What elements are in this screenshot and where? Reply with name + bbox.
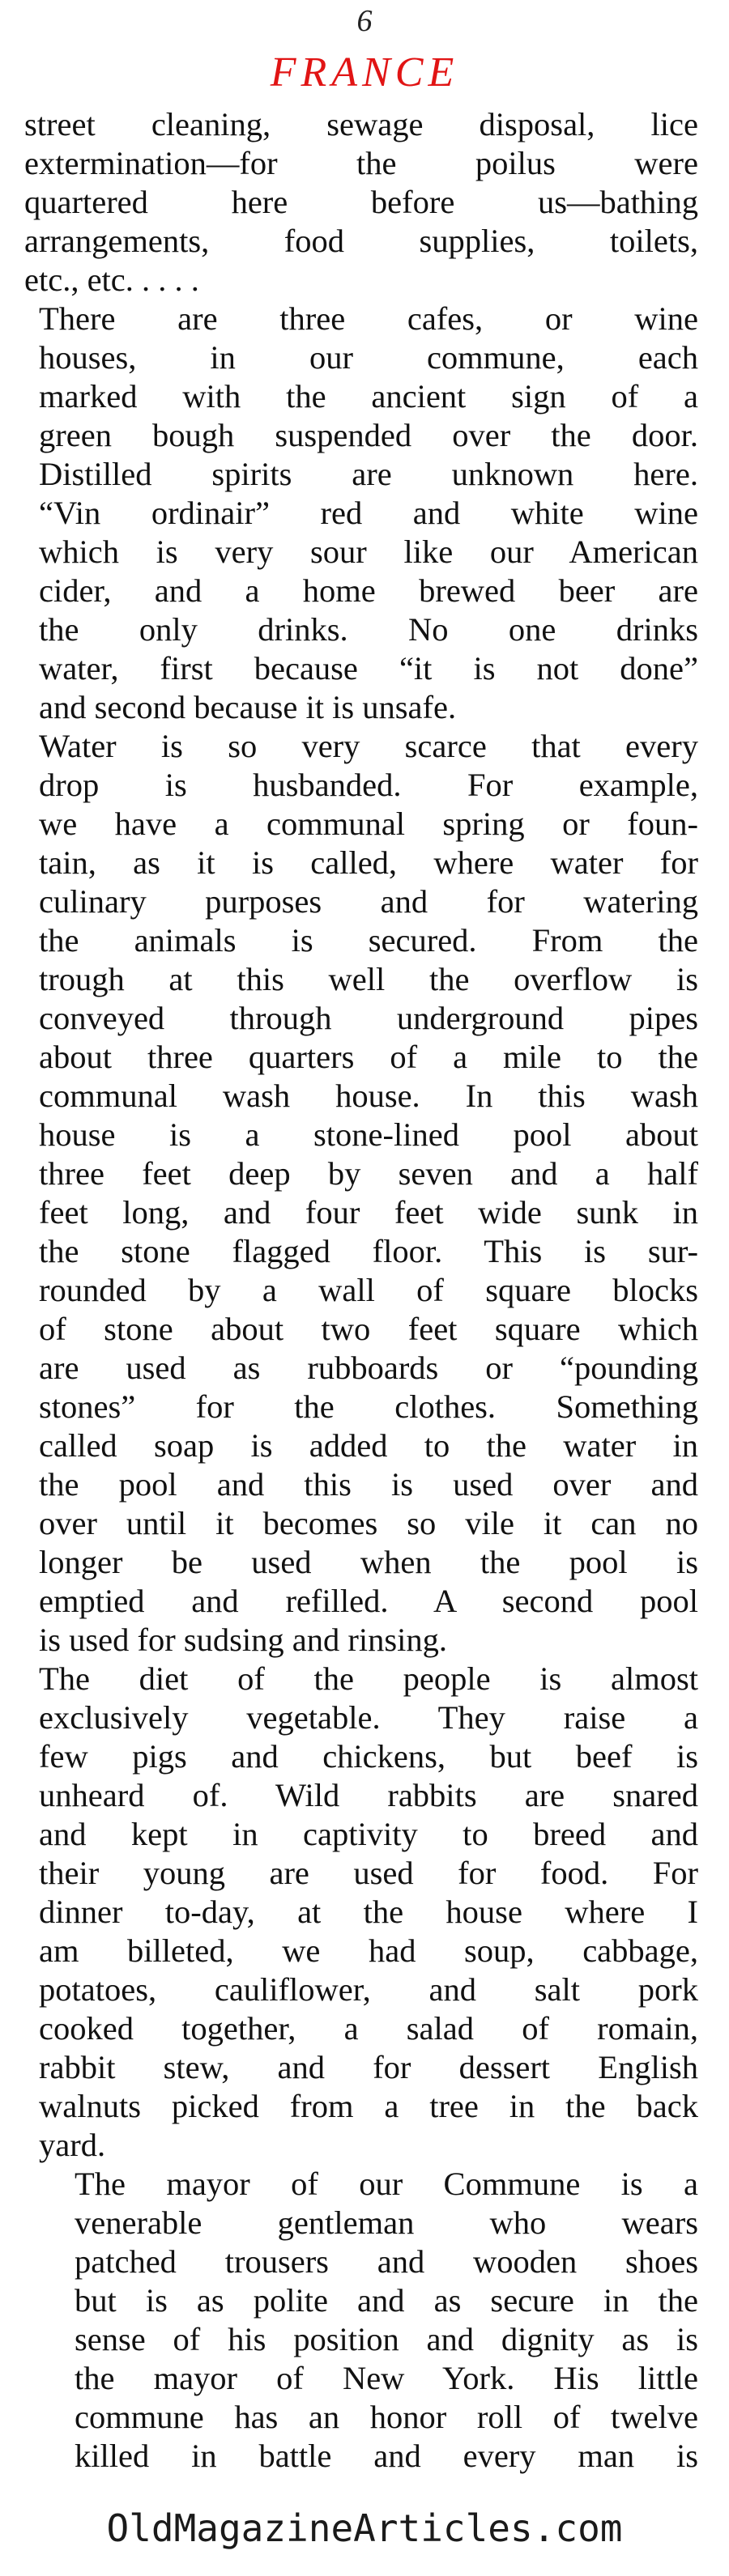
article-line: arrangements, food supplies, toilets, <box>24 223 698 259</box>
article-line: stones” for the clothes. Something <box>39 1388 698 1425</box>
article-line: longer be used when the pool is <box>39 1544 698 1580</box>
article-line: There are three cafes, or wine <box>39 300 698 337</box>
article-line: water, first because “it is not done” <box>39 650 698 687</box>
article-line: called soap is added to the water in <box>39 1427 698 1464</box>
article-line: feet long, and four feet wide sunk in <box>39 1194 698 1231</box>
article-line: emptied and refilled. A second pool <box>39 1583 698 1619</box>
article-line: house is a stone-lined pool about <box>39 1116 698 1153</box>
article-line: yard. <box>39 2127 106 2163</box>
article-line: but is as polite and as secure in the <box>75 2282 698 2319</box>
article-line: trough at this well the overflow is <box>39 961 698 997</box>
article-line: venerable gentleman who wears <box>75 2204 698 2241</box>
article-line: street cleaning, sewage disposal, lice <box>24 106 698 142</box>
article-line: patched trousers and wooden shoes <box>75 2243 698 2280</box>
article-line: exclusively vegetable. They raise a <box>39 1699 698 1736</box>
article-line: Distilled spirits are unknown here. <box>39 456 698 492</box>
article-line: tain, as it is called, where water for <box>39 844 698 881</box>
article-line: the pool and this is used over and <box>39 1466 698 1503</box>
article-line: commune has an honor roll of twelve <box>75 2399 698 2435</box>
article-line: is used for sudsing and rinsing. <box>39 1622 447 1658</box>
article-line: over until it becomes so vile it can no <box>39 1505 698 1541</box>
article-line: cooked together, a salad of romain, <box>39 2010 698 2047</box>
article-line: sense of his position and dignity as is <box>75 2321 698 2357</box>
article-line: which is very sour like our American <box>39 533 698 570</box>
site-watermark: OldMagazineArticles.com <box>106 2506 623 2550</box>
section-title: FRANCE <box>270 49 459 96</box>
article-line: unheard of. Wild rabbits are snared <box>39 1777 698 1813</box>
article-line: and second because it is unsafe. <box>39 689 457 725</box>
article-line: dinner to-day, at the house where I <box>39 1894 698 1930</box>
article-line: the stone flagged floor. This is sur- <box>39 1233 698 1269</box>
article-line: The mayor of our Commune is a <box>75 2166 698 2202</box>
article-line: rabbit stew, and for dessert English <box>39 2049 698 2085</box>
article-line: the animals is secured. From the <box>39 922 698 959</box>
page-number: 6 <box>356 4 373 38</box>
article-line: etc., etc. . . . . <box>24 261 199 298</box>
article-line: few pigs and chickens, but beef is <box>39 1738 698 1775</box>
article-line: houses, in our commune, each <box>39 339 698 376</box>
article-line: extermination—for the poilus were <box>24 145 698 181</box>
article-line: walnuts picked from a tree in the back <box>39 2088 698 2124</box>
article-line: communal wash house. In this wash <box>39 1078 698 1114</box>
article-line: their young are used for food. For <box>39 1855 698 1891</box>
article-line: and kept in captivity to breed and <box>39 1816 698 1852</box>
article-line: about three quarters of a mile to the <box>39 1039 698 1075</box>
article-line: “Vin ordinair” red and white wine <box>39 495 698 531</box>
article-line: Water is so very scarce that every <box>39 728 698 764</box>
article-line: cider, and a home brewed beer are <box>39 572 698 609</box>
article-line: are used as rubboards or “pounding <box>39 1350 698 1386</box>
article-line: rounded by a wall of square blocks <box>39 1272 698 1308</box>
article-line: marked with the ancient sign of a <box>39 378 698 414</box>
article-line: am billeted, we had soup, cabbage, <box>39 1932 698 1969</box>
article-line: we have a communal spring or foun- <box>39 806 698 842</box>
article-line: killed in battle and every man is <box>75 2438 698 2474</box>
article-line: the mayor of New York. His little <box>75 2360 698 2396</box>
article-line: potatoes, cauliflower, and salt pork <box>39 1971 698 2008</box>
article-line: three feet deep by seven and a half <box>39 1155 698 1192</box>
article-line: the only drinks. No one drinks <box>39 611 698 648</box>
article-body <box>24 105 698 2476</box>
article-line: green bough suspended over the door. <box>39 417 698 453</box>
article-line: The diet of the people is almost <box>39 1660 698 1697</box>
article-line: of stone about two feet square which <box>39 1311 698 1347</box>
article-line: conveyed through underground pipes <box>39 1000 698 1036</box>
article-line: quartered here before us—bathing <box>24 184 698 220</box>
article-line: culinary purposes and for watering <box>39 883 698 920</box>
article-line: drop is husbanded. For example, <box>39 767 698 803</box>
